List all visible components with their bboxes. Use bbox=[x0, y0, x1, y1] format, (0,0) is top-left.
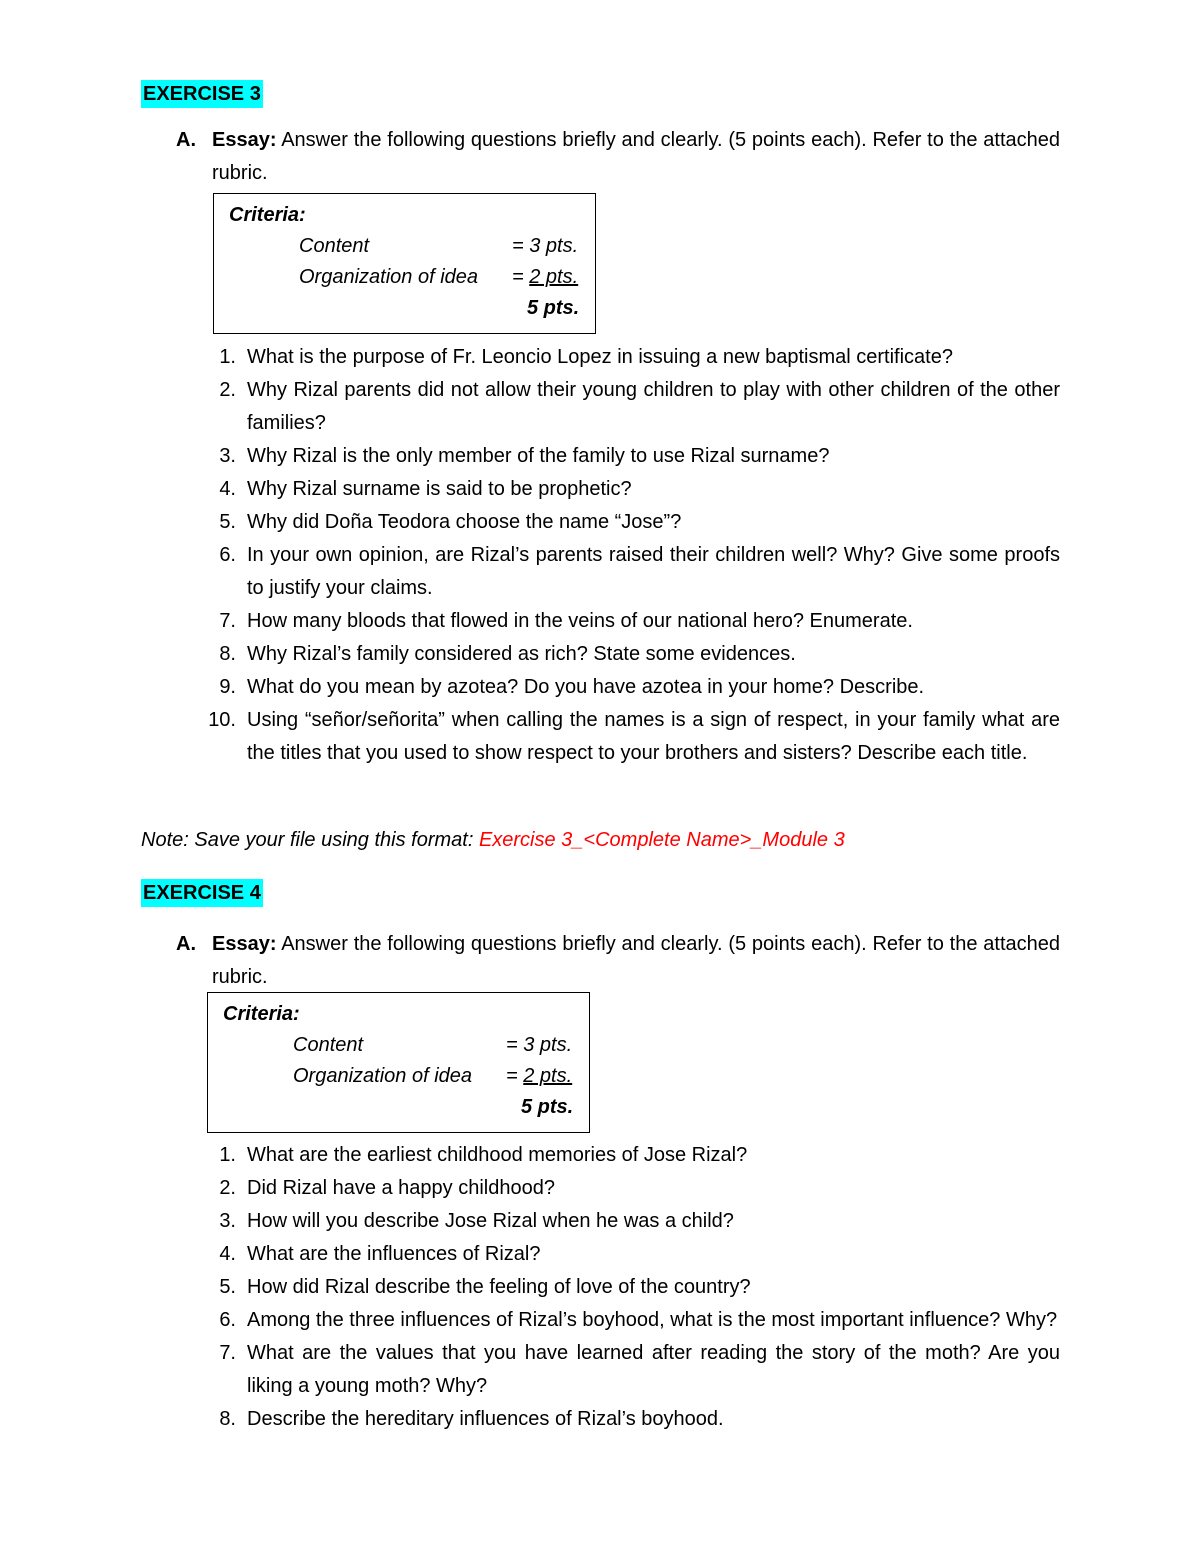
section-letter: A. bbox=[176, 933, 196, 955]
exercise-3-title: EXERCISE 3 bbox=[141, 80, 263, 108]
question-item: 6. Among the three influences of Rizal’s boyhood, what is the most important influence? Why? bbox=[219, 1309, 1058, 1331]
exercise-4-rubric-box bbox=[207, 992, 590, 1133]
question-item: 5. How did Rizal describe the feeling of love of the country? bbox=[219, 1276, 751, 1298]
question-item: 4. Why Rizal surname is said to be prophetic? bbox=[219, 478, 632, 500]
exercise-4-title: EXERCISE 4 bbox=[141, 879, 263, 907]
save-format-note bbox=[141, 826, 845, 854]
question-item: 5. Why did Doña Teodora choose the name “Jose”? bbox=[219, 511, 682, 533]
question-item: 2. Did Rizal have a happy childhood? bbox=[219, 1177, 555, 1199]
criteria-org-label: Organization of idea bbox=[299, 266, 479, 288]
criteria-content-label: Content bbox=[299, 235, 370, 257]
question-item: 7. How many bloods that flowed in the veins of our national hero? Enumerate. bbox=[219, 610, 913, 632]
instruction-text: Answer the following questions briefly and clearly. (5 points each). Refer to the attached rubric. bbox=[212, 933, 1061, 988]
criteria-org-eq: = bbox=[506, 1065, 518, 1087]
criteria-content-label: Content bbox=[293, 1034, 364, 1056]
instruction-text: Answer the following questions briefly and clearly. (5 points each). Refer to the attached rubric. bbox=[212, 129, 1061, 184]
note-label: Note: Save your file using this format: bbox=[141, 829, 479, 851]
criteria-total: 5 pts. bbox=[521, 1096, 574, 1118]
criteria-org-eq: = bbox=[512, 266, 524, 288]
exercise-4-instruction bbox=[176, 928, 1060, 994]
essay-label: Essay: bbox=[212, 129, 277, 151]
criteria-title: Criteria: bbox=[229, 204, 306, 226]
criteria-org-value: 2 pts. bbox=[529, 266, 579, 288]
criteria-title: Criteria: bbox=[223, 1003, 300, 1025]
question-item: 6. In your own opinion, are Rizal’s parents raised their children well? Why? Give some proofs to justify your claims. bbox=[219, 544, 1060, 599]
criteria-org-label: Organization of idea bbox=[293, 1065, 473, 1087]
criteria-org-value: 2 pts. bbox=[523, 1065, 573, 1087]
criteria-total: 5 pts. bbox=[527, 297, 580, 319]
criteria-content-value: = 3 pts. bbox=[512, 235, 579, 257]
section-letter: A. bbox=[176, 129, 196, 151]
essay-label: Essay: bbox=[212, 933, 277, 955]
question-item: 3. How will you describe Jose Rizal when he was a child? bbox=[219, 1210, 734, 1232]
exercise-4-question-list bbox=[208, 1139, 1060, 1436]
exercise-3-question-list bbox=[208, 341, 1060, 770]
question-item: 8. Why Rizal’s family considered as rich? State some evidences. bbox=[219, 643, 796, 665]
exercise-3-rubric-box bbox=[213, 193, 596, 334]
question-item: 1. What is the purpose of Fr. Leoncio Lopez in issuing a new baptismal certificate? bbox=[219, 346, 953, 368]
question-item: 9. What do you mean by azotea? Do you have azotea in your home? Describe. bbox=[219, 676, 925, 698]
question-item: 10. Using “señor/señorita” when calling the names is a sign of respect, in your family what are the titles that you used to show respect to your brothers and sisters? Describe each title. bbox=[208, 709, 1060, 764]
criteria-content-value: = 3 pts. bbox=[506, 1034, 573, 1056]
question-item: 7. What are the values that you have learned after reading the story of the moth? Are you liking a young moth? Why? bbox=[219, 1342, 1060, 1397]
question-item: 1. What are the earliest childhood memories of Jose Rizal? bbox=[219, 1144, 748, 1166]
question-item: 8. Describe the hereditary influences of Rizal’s boyhood. bbox=[219, 1408, 724, 1430]
question-item: 2. Why Rizal parents did not allow their young children to play with other children of the other families? bbox=[219, 379, 1060, 434]
question-item: 4. What are the influences of Rizal? bbox=[219, 1243, 541, 1265]
exercise-3-instruction bbox=[176, 124, 1060, 190]
note-file-format: Exercise 3_<Complete Name>_Module 3 bbox=[478, 829, 845, 851]
question-item: 3. Why Rizal is the only member of the family to use Rizal surname? bbox=[219, 445, 830, 467]
